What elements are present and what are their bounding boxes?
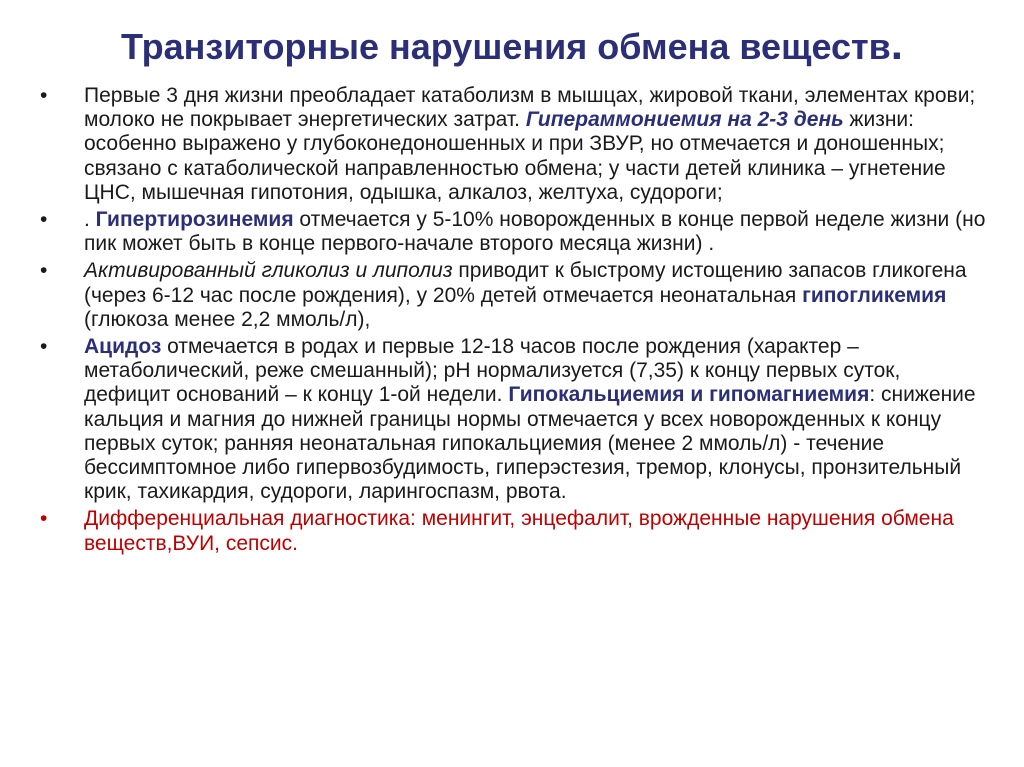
bullet-text: : снижение кальция и магния до нижней границы нормы отмечается у всех новорожденных к концу первых суток; ранняя неонатальная гипокальциемия (менее 2 ммоль/л) - течение бессимптомное либо гипервозбудимость, гиперэстезия, тремор, клонусы, пронзительный крик, тахикардия, судороги, ларингоспазм, рвота.	[84, 383, 976, 504]
bullet-text: (глюкоза менее 2,2 ммоль/л),	[84, 307, 371, 331]
keyword-hypertyrosinemia: Гипертирозинемия	[95, 208, 294, 232]
bullet-marker: •	[40, 84, 48, 107]
bullet-item-differential-diagnosis	[40, 507, 990, 555]
bullet-marker: •	[40, 208, 48, 232]
italic-glycolysis-lipolysis: Активированный гликолиз и липолиз	[84, 259, 453, 283]
bullet-marker: •	[40, 507, 48, 531]
bullet-item-hypertyrosinemia	[40, 208, 990, 256]
bullet-text: приводит к быстрому истощению запасов гликогена (через 6-12 час после рождения), у 20% детей отмечается неонатальная	[84, 259, 967, 307]
bullet-item-glycolysis	[40, 259, 990, 332]
bullet-text: отмечается в родах и первые 12-18 часов после рождения (характер – метаболический, реже смешанный); рН нормализуется (7,35) к концу первых суток, дефицит оснований – к концу 1-ой недели.	[84, 335, 901, 407]
bullet-text: .	[84, 208, 96, 232]
bullet-marker: •	[40, 259, 48, 283]
bullet-item-catabolism	[40, 84, 990, 205]
keyword-hyperammonemia: Гипераммониемия на 2-3 день	[525, 108, 844, 132]
bullet-text: жизни: особенно выражено у глубоконедоношенных и при ЗВУР, но отмечается и доношенных; связано с катаболической направленностью обмена; у части детей клиника – угнетение ЦНС, мышечная гипотония, одышка, алкалоз, желтуха, судороги;	[84, 108, 946, 204]
bullet-list	[40, 84, 990, 559]
bullet-text: Первые 3 дня жизни преобладает катаболизм в мышцах, жировой ткани, элементах крови; молоко не покрывает энергетических затрат.	[84, 84, 976, 132]
slide-title-period: .	[890, 20, 904, 69]
bullet-text: Дифференциальная диагностика: менингит, энцефалит, врожденные нарушения обмена веществ,ВУИ, сепсис.	[84, 507, 954, 555]
bullet-item-acidosis	[40, 335, 990, 504]
slide-title-text: Транзиторные нарушения обмена веществ	[120, 26, 891, 67]
bullet-text: отмечается у 5-10% новорожденных в конце первой неделе жизни (но пик может быть в конце первого-начале второго месяца жизни) .	[84, 208, 986, 256]
bullet-marker: •	[40, 335, 48, 359]
keyword-hypoglycemia: гипогликемия	[802, 283, 947, 307]
keyword-hypocalcemia-hypomagnesemia: Гипокальциемия и гипомагниемия	[508, 383, 870, 407]
slide-title	[0, 20, 1024, 69]
keyword-acidosis: Ацидоз	[84, 335, 162, 359]
